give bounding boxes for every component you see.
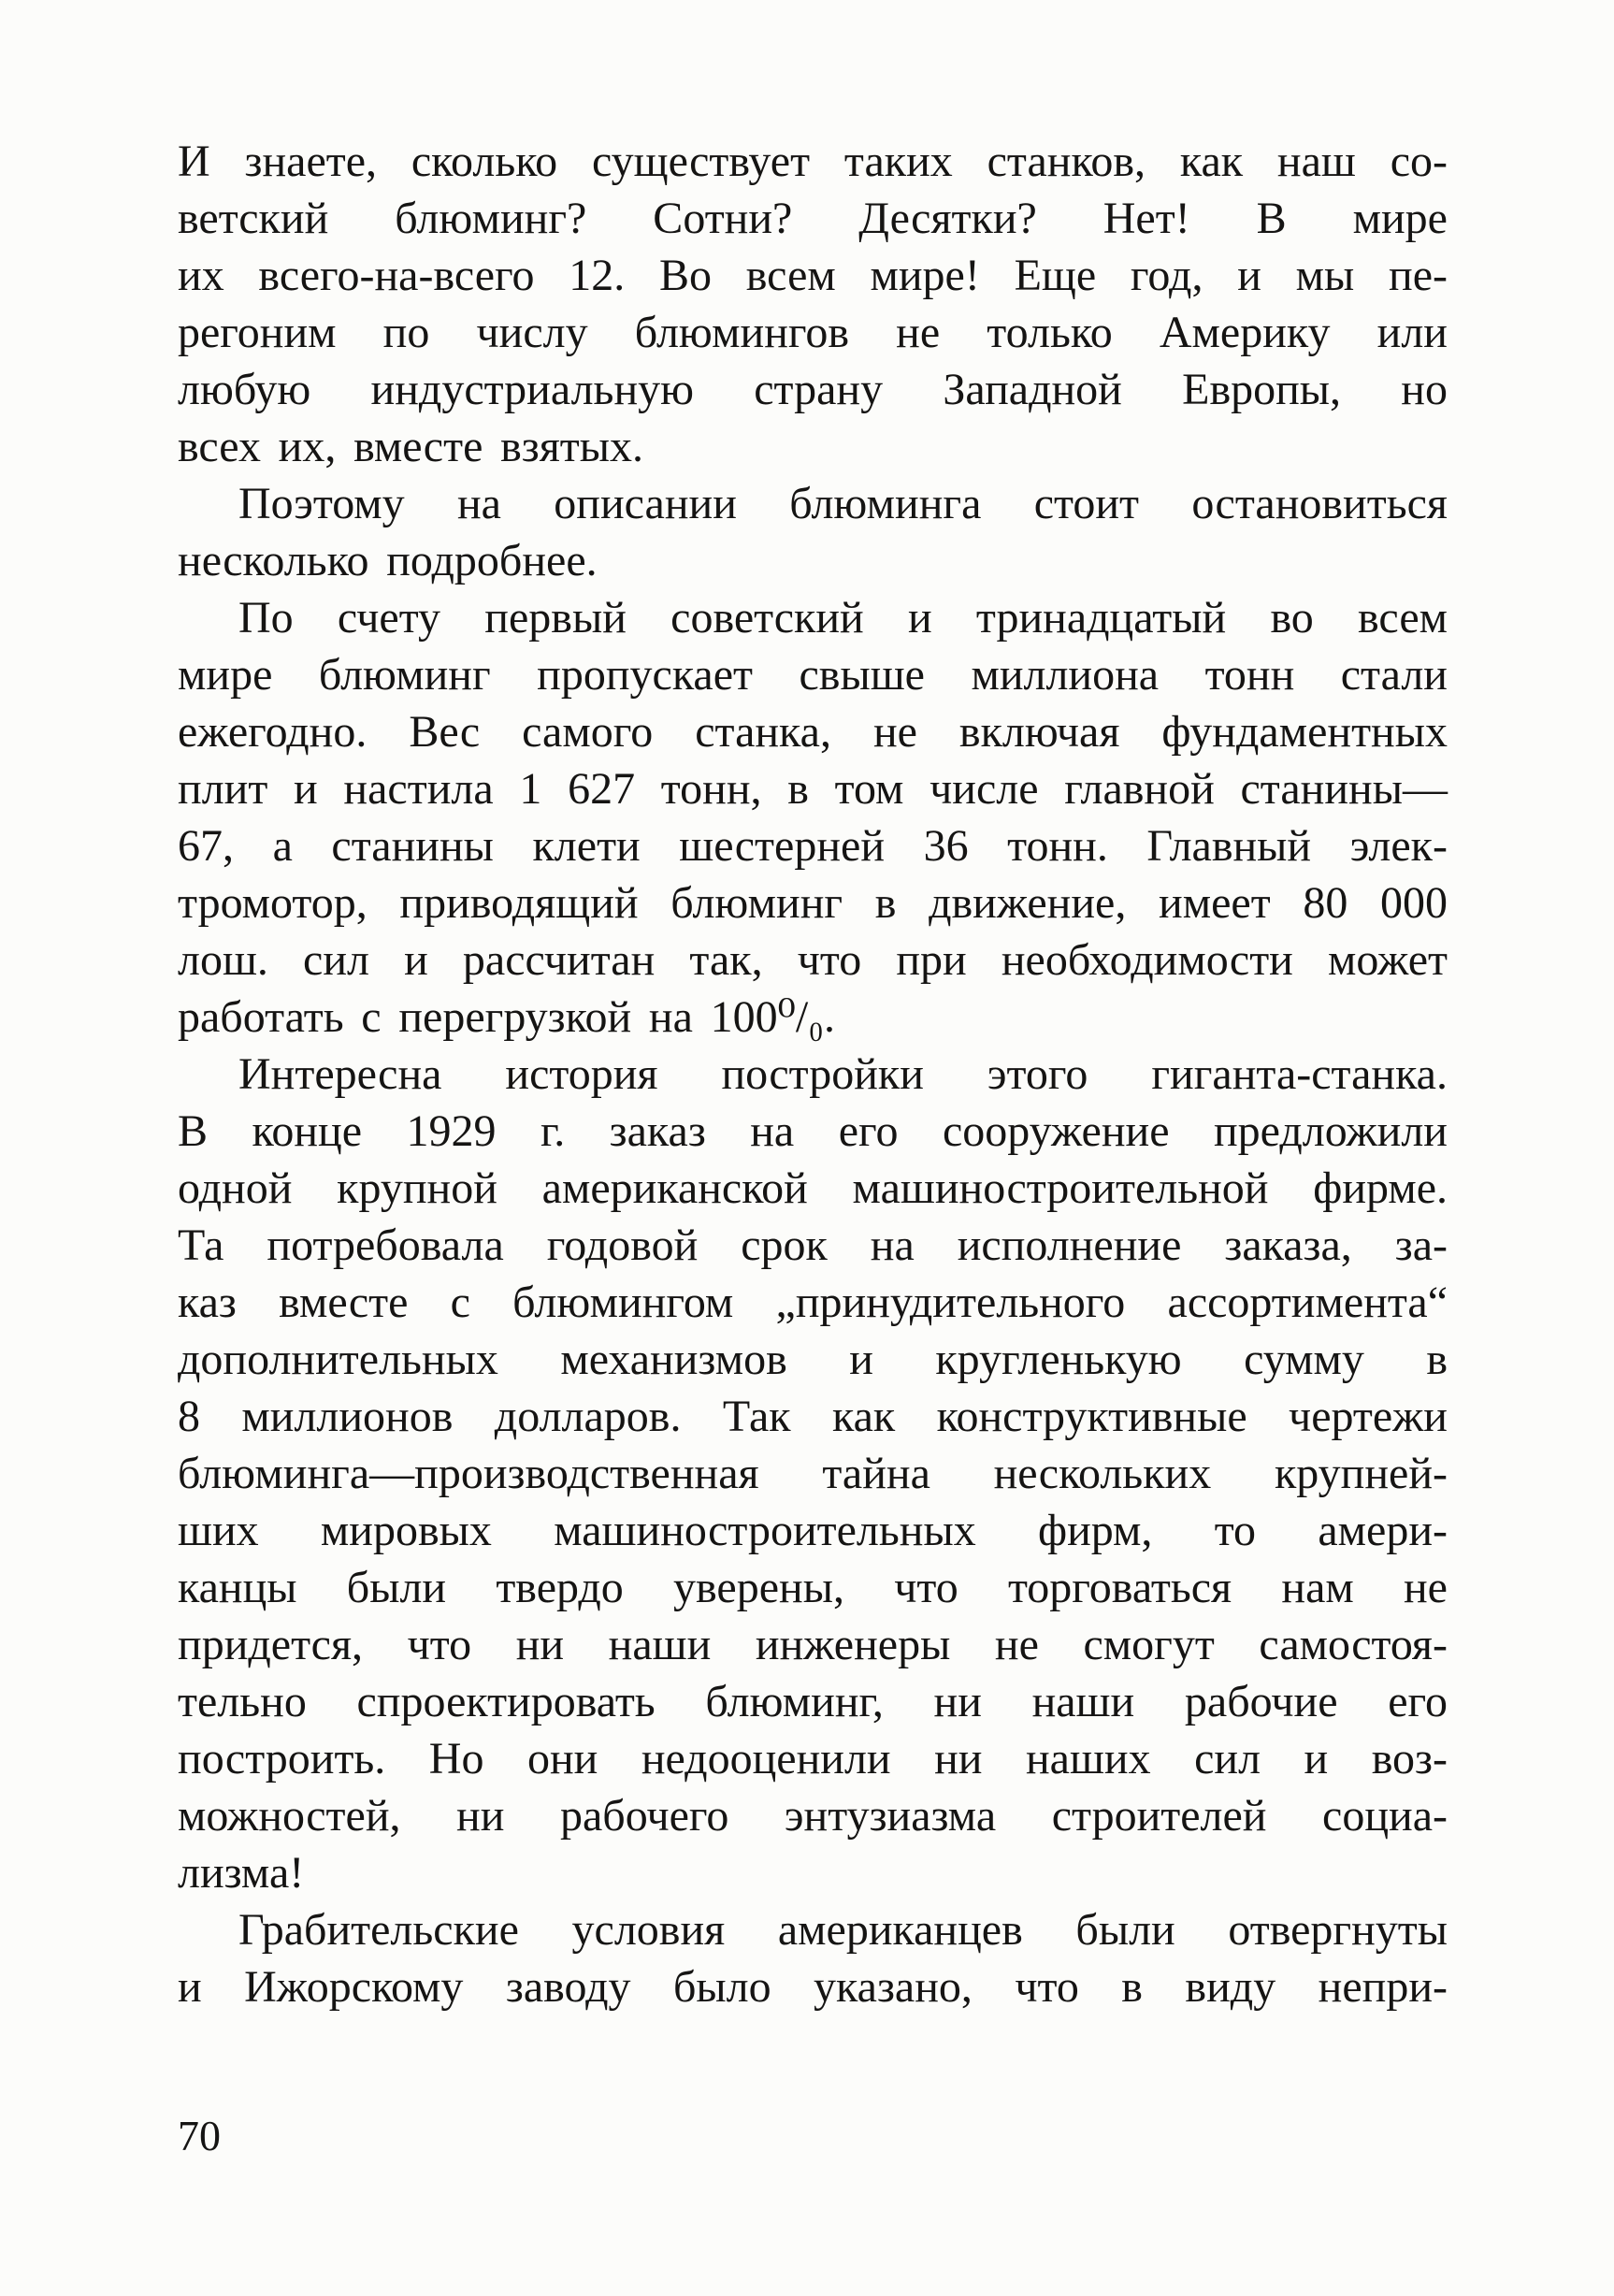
text-line: 67, а станины клети шестерней 36 тонн. Главный элек- <box>178 821 1448 871</box>
text-line: Интересна история постройки этого гиганта-станка. <box>238 1049 1448 1099</box>
text-line: Поэтому на описании блюминга стоит остановиться <box>238 479 1448 528</box>
text-line: 8 миллионов долларов. Так как конструктивные чертежи <box>178 1392 1448 1441</box>
text-line: можностей, ни рабочего энтузиазма строителей социа- <box>178 1791 1448 1841</box>
text-line: ветский блюминг? Сотни? Десятки? Нет! В мире <box>178 194 1448 243</box>
text-line: каз вместе с блюмингом „принудительного ассортимента“ <box>178 1278 1448 1327</box>
paragraph <box>178 475 1448 589</box>
text-line: тромотор, приводящий блюминг в движение, имеет 80 000 <box>178 878 1448 928</box>
text-line: мире блюминг пропускает свыше миллиона тонн стали <box>178 650 1448 700</box>
text-line: одной крупной американской машиностроительной фирме. <box>178 1163 1448 1213</box>
page-text-block <box>178 133 1448 2015</box>
text-line: канцы были твердо уверены, что торговаться нам не <box>178 1563 1448 1612</box>
text-line: любую индустриальную страну Западной Европы, но <box>178 365 1448 414</box>
text-line: тельно спроектировать блюминг, ни наши рабочие его <box>178 1677 1448 1726</box>
paragraph <box>178 589 1448 1046</box>
text-line: И знаете, сколько существует таких станков, как наш со- <box>178 137 1448 186</box>
text-line: дополнительных механизмов и кругленькую сумму в <box>178 1335 1448 1384</box>
text-line: придется, что ни наши инженеры не смогут самостоя- <box>178 1620 1448 1669</box>
text-line: По счету первый советский и тринадцатый во всем <box>238 593 1448 643</box>
text-line: их всего-на-всего 12. Во всем мире! Еще год, и мы пе- <box>178 251 1448 300</box>
text-line: лизма! <box>178 1848 305 1898</box>
text-line: несколько подробнее. <box>178 536 598 585</box>
text-line: Та потребовала годовой срок на исполнение заказа, за- <box>178 1220 1448 1270</box>
text-line: лош. сил и рассчитан так, что при необходимости может <box>178 935 1448 985</box>
text-line: ежегодно. Вес самого станка, не включая фундаментных <box>178 707 1448 757</box>
text-line: работать с перегрузкой на 100⁰/₀. <box>178 992 835 1042</box>
paragraph <box>178 133 1448 475</box>
text-line: регоним по числу блюмингов не только Америку или <box>178 308 1448 357</box>
text-line: блюминга—производственная тайна нескольких крупней- <box>178 1449 1448 1498</box>
text-line: и Ижорскому заводу было указано, что в виду непри- <box>178 1962 1448 2012</box>
paragraph <box>178 1046 1448 1901</box>
text-line: всех их, вместе взятых. <box>178 422 644 471</box>
text-line: плит и настила 1 627 тонн, в том числе главной станины— <box>178 764 1448 814</box>
text-line: Грабительские условия американцев были отвергнуты <box>238 1905 1448 1955</box>
paragraph <box>178 1901 1448 2015</box>
text-line: ших мировых машиностроительных фирм, то амери- <box>178 1506 1448 1555</box>
page-number: 70 <box>178 2112 221 2159</box>
text-line: построить. Но они недооценили ни наших сил и воз- <box>178 1734 1448 1783</box>
text-line: В конце 1929 г. заказ на его сооружение предложили <box>178 1106 1448 1156</box>
